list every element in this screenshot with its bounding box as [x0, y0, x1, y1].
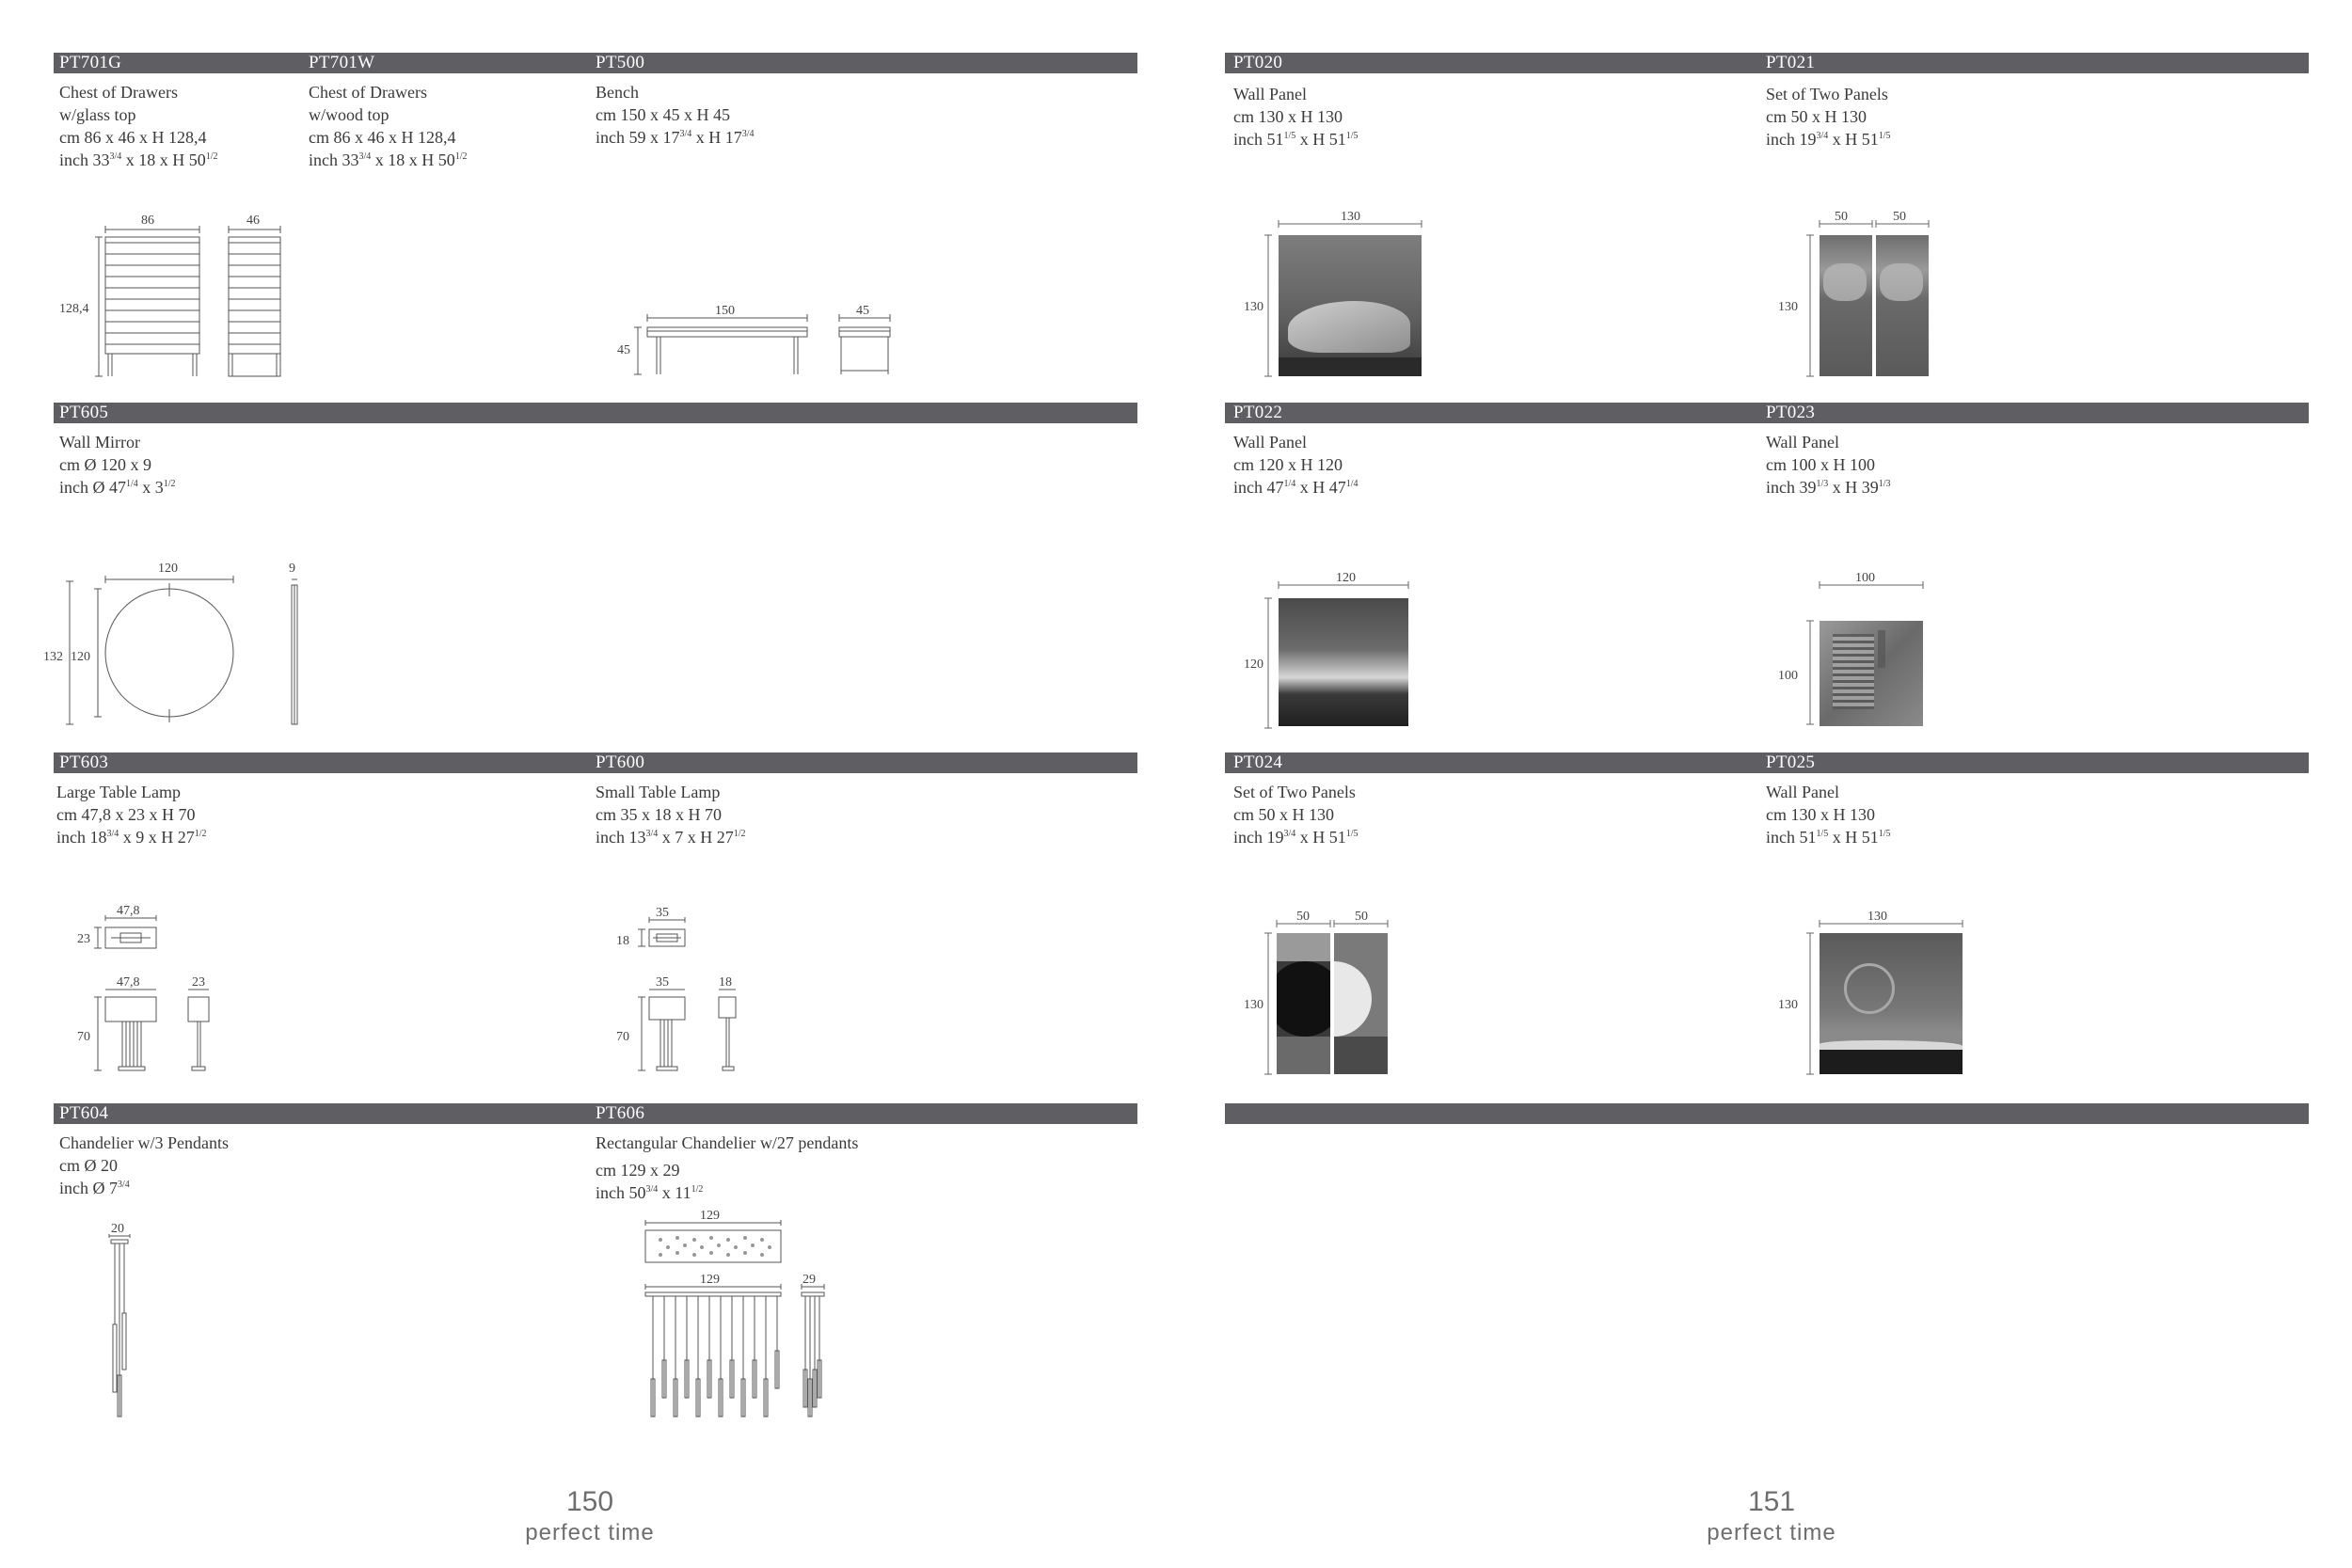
- dimension-label: 130: [1778, 300, 1798, 314]
- product-description: [1766, 781, 1891, 848]
- product-code: PT604: [59, 1103, 109, 1123]
- product-code: PT021: [1766, 53, 1816, 72]
- page-tagline: perfect time: [525, 1520, 655, 1545]
- product-name: Set of Two Panels: [1766, 85, 1888, 103]
- wall-panel-image: [1820, 933, 1963, 1074]
- dimensions-cm: cm 50 x H 130: [1766, 107, 1867, 126]
- dimensions-cm: cm 120 x H 120: [1233, 455, 1343, 474]
- dimensions-inch: inch $51^{1/5}$ x H $51^{1/5}$: [1766, 828, 1891, 847]
- dimension-label: 132: [43, 650, 63, 664]
- dimensions-cm: cm 150 x 45 x H 45: [596, 105, 730, 124]
- dimension-label: 100: [1855, 571, 1875, 585]
- product-description: [56, 781, 207, 848]
- dimension-label: 120: [158, 562, 178, 576]
- dimension-label: 86: [141, 214, 154, 228]
- dimensions-inch: inch 59 x $17^{3/4}$ x H $17^{3/4}$: [596, 128, 755, 147]
- small-table-lamp-drawing: [630, 916, 743, 1076]
- product-code: PT500: [596, 53, 645, 72]
- dimension-label: 130: [1244, 300, 1263, 314]
- product-description: [596, 1132, 858, 1204]
- product-name: Wall Panel: [1233, 85, 1308, 103]
- product-name: Wall Panel: [1233, 433, 1308, 451]
- product-description: [596, 81, 755, 149]
- product-name: Chest of Drawers: [59, 83, 178, 102]
- product-name: Wall Panel: [1766, 433, 1840, 451]
- dimensions-cm: cm 130 x H 130: [1233, 107, 1343, 126]
- dimensions-cm: cm 50 x H 130: [1233, 805, 1334, 824]
- product-name: Bench: [596, 83, 639, 102]
- product-name: Chandelier w/3 Pendants: [59, 1133, 229, 1152]
- dimension-label: 100: [1778, 669, 1798, 683]
- dimensions-inch: inch $33^{3/4}$ x 18 x H $50^{1/2}$: [309, 150, 468, 169]
- product-description: [59, 431, 176, 499]
- product-description: [59, 1132, 229, 1199]
- wall-panel-image: [1279, 598, 1408, 726]
- dimension-label: 128,4: [59, 302, 89, 316]
- dimension-label: 23: [77, 932, 90, 946]
- product-code: PT701W: [309, 53, 375, 72]
- dimensions-inch: inch $39^{1/3}$ x H $39^{1/3}$: [1766, 478, 1891, 497]
- product-description: [1233, 781, 1359, 848]
- dimension-label: 50: [1893, 210, 1906, 224]
- dimension-label: 130: [1244, 998, 1263, 1012]
- dimensions-cm: cm 86 x 46 x H 128,4: [309, 128, 456, 147]
- panel-image-right: [1876, 235, 1929, 376]
- dimension-label: 70: [616, 1030, 629, 1044]
- dimension-label: 129: [700, 1273, 720, 1287]
- dimension-label: 23: [192, 975, 205, 990]
- dimensions-cm: cm 86 x 46 x H 128,4: [59, 128, 207, 147]
- product-description: [596, 781, 746, 848]
- chandelier-3-pendants-drawing: [103, 1234, 141, 1422]
- dimensions-cm: cm 129 x 29: [596, 1161, 680, 1180]
- dimensions-cm: cm Ø 20: [59, 1156, 118, 1175]
- dimensions-inch: inch Ø $47^{1/4}$ x $3^{1/2}$: [59, 478, 176, 497]
- dimensions-cm: cm 47,8 x 23 x H 70: [56, 805, 196, 824]
- dimension-label: 35: [656, 906, 669, 920]
- dimension-label: 47,8: [117, 904, 140, 918]
- product-code: PT025: [1766, 752, 1816, 772]
- product-name: Wall Panel: [1766, 783, 1840, 801]
- dimensions-cm: cm 35 x 18 x H 70: [596, 805, 722, 824]
- product-code: PT020: [1233, 53, 1283, 72]
- page-tagline: perfect time: [1707, 1520, 1836, 1545]
- dimension-label: 18: [616, 934, 629, 948]
- dimensions-cm: cm 130 x H 130: [1766, 805, 1875, 824]
- product-code: PT023: [1766, 403, 1816, 422]
- dimension-label: 129: [700, 1209, 720, 1223]
- dimension-label: 50: [1835, 210, 1848, 224]
- rectangular-chandelier-drawing: [640, 1219, 837, 1426]
- product-code: PT605: [59, 403, 109, 422]
- dimension-label: 47,8: [117, 975, 140, 990]
- product-code: PT606: [596, 1103, 645, 1123]
- product-description: [1233, 431, 1359, 499]
- dimension-label: 35: [656, 975, 669, 990]
- panel-image-left: [1820, 235, 1872, 376]
- dimension-label: 45: [617, 343, 630, 357]
- product-name: Small Table Lamp: [596, 783, 721, 801]
- page-number: 151: [1747, 1486, 1796, 1517]
- dimensions-inch: inch $19^{3/4}$ x H $51^{1/5}$: [1233, 828, 1359, 847]
- dimensions-inch: inch $19^{3/4}$ x H $51^{1/5}$: [1766, 130, 1891, 149]
- product-description: [59, 81, 218, 171]
- dimensions-inch: inch $13^{3/4}$ x 7 x H $27^{1/2}$: [596, 828, 746, 847]
- product-description: [1766, 431, 1891, 499]
- page-footer-right: [1583, 1486, 1960, 1546]
- product-name: Rectangular Chandelier w/27 pendants: [596, 1133, 859, 1152]
- product-description: [1766, 83, 1891, 150]
- dimension-label: 130: [1867, 910, 1887, 924]
- wall-mirror-drawing: [56, 572, 310, 732]
- dimension-label: 130: [1778, 998, 1798, 1012]
- product-name: Set of Two Panels: [1233, 783, 1356, 801]
- product-code: PT603: [59, 752, 109, 772]
- product-code: PT600: [596, 752, 645, 772]
- product-code: PT024: [1233, 752, 1283, 772]
- dimension-label: 45: [856, 304, 869, 318]
- product-name: Large Table Lamp: [56, 783, 182, 801]
- dimensions-inch: inch $33^{3/4}$ x 18 x H $50^{1/2}$: [59, 150, 218, 169]
- chest-of-drawers-drawing: [94, 224, 292, 384]
- dimensions-cm: cm 100 x H 100: [1766, 455, 1875, 474]
- dimensions-cm: cm Ø 120 x 9: [59, 455, 151, 474]
- dimension-label: 18: [719, 975, 732, 990]
- dimension-label: 120: [71, 650, 90, 664]
- dimensions-inch: inch $50^{3/4}$ x $11^{1/2}$: [596, 1183, 704, 1202]
- header-bar-row4-right: [1225, 1103, 2309, 1124]
- dimension-label: 50: [1296, 910, 1310, 924]
- product-code: PT701G: [59, 53, 122, 72]
- dimension-label: 70: [77, 1030, 90, 1044]
- dimension-label: 46: [246, 214, 260, 228]
- large-table-lamp-drawing: [92, 914, 224, 1074]
- product-subtitle: w/glass top: [59, 105, 136, 124]
- dimension-label: 9: [289, 562, 295, 576]
- wall-panel-image: [1820, 621, 1923, 726]
- panel-image-left: [1277, 933, 1330, 1074]
- dimension-label: 130: [1341, 210, 1360, 224]
- page-footer-left: [402, 1486, 778, 1546]
- product-description: [1233, 83, 1359, 150]
- product-name: Chest of Drawers: [309, 83, 427, 102]
- bench-drawing: [630, 312, 894, 388]
- dimension-label: 120: [1336, 571, 1356, 585]
- product-name: Wall Mirror: [59, 433, 141, 451]
- product-subtitle: w/wood top: [309, 105, 389, 124]
- page-number: 150: [565, 1486, 614, 1517]
- dimensions-inch: inch $51^{1/5}$ x H $51^{1/5}$: [1233, 130, 1359, 149]
- dimension-label: 50: [1355, 910, 1368, 924]
- product-code: PT022: [1233, 403, 1283, 422]
- product-description: [309, 81, 468, 171]
- dimensions-inch: inch Ø $7^{3/4}$: [59, 1179, 130, 1197]
- dimension-label: 20: [111, 1222, 124, 1236]
- wall-panel-image: [1279, 235, 1422, 376]
- panel-image-right: [1334, 933, 1388, 1074]
- dimension-label: 29: [803, 1273, 816, 1287]
- header-bar-row2-left: [54, 403, 1137, 423]
- dimension-label: 150: [715, 304, 735, 318]
- dimensions-inch: inch $47^{1/4}$ x H $47^{1/4}$: [1233, 478, 1359, 497]
- dimensions-inch: inch $18^{3/4}$ x 9 x H $27^{1/2}$: [56, 828, 207, 847]
- dimension-label: 120: [1244, 657, 1263, 672]
